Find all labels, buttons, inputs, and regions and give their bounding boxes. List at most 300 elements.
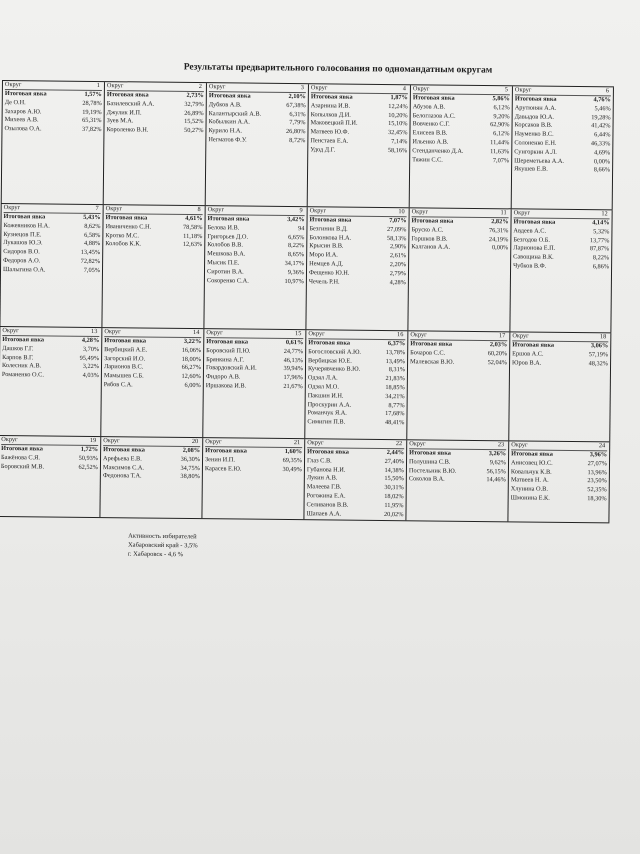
turnout-value: 3,96% <box>589 451 608 459</box>
candidate-percent: 7,79% <box>289 119 306 127</box>
candidate-name: Романенко О.С. <box>1 371 44 379</box>
district-cell <box>405 440 508 521</box>
district-label: Округ <box>4 81 22 89</box>
candidate-percent: 62,90% <box>490 121 510 129</box>
candidate-name: Колобов В.В. <box>207 241 244 249</box>
candidate-percent: 52,04% <box>487 358 508 366</box>
results-row <box>0 326 611 441</box>
district-label: Округ <box>1 436 18 444</box>
candidate-percent: 58,13% <box>386 234 407 242</box>
candidate-percent: 30,49% <box>282 465 302 473</box>
candidate-row <box>207 277 304 287</box>
candidate-name: Сидоров В.О. <box>3 248 40 256</box>
candidate-percent: 57,19% <box>588 350 609 359</box>
district-cell <box>101 205 204 328</box>
district-number: 19 <box>89 436 97 445</box>
results-table <box>0 80 614 523</box>
turnout-label: Итоговая явка <box>104 337 147 345</box>
district-number: 2 <box>198 83 202 91</box>
turnout-label: Итоговая явка <box>2 336 45 344</box>
candidate-name: Кобылкин А.А. <box>208 118 250 126</box>
candidate-name: Дашков Г.Г. <box>2 344 34 353</box>
candidate-percent: 27,09% <box>386 225 407 234</box>
district-cell <box>1 81 104 204</box>
candidate-name: Рябов С.А. <box>103 381 133 389</box>
district-cell <box>409 85 512 208</box>
district-cell <box>202 329 305 438</box>
candidate-percent: 5,46% <box>594 105 611 113</box>
candidate-name: Джулик И.П. <box>106 108 142 117</box>
district-number: 12 <box>601 210 608 218</box>
district-cell <box>0 204 103 327</box>
candidate-name: Максимов С.А. <box>102 463 145 472</box>
district-label: Округ <box>3 204 21 212</box>
candidate-percent: 46,13% <box>283 356 304 364</box>
district-number: 10 <box>398 208 405 216</box>
district-label: Округ <box>514 86 532 94</box>
candidate-name: Лукашов Ю.Э. <box>3 239 43 247</box>
candidate-percent: 18,85% <box>385 384 405 392</box>
candidate-name: Богословский А.Ю. <box>308 348 362 356</box>
candidate-percent: 15,52% <box>184 118 204 126</box>
candidate-percent: 65,31% <box>82 117 102 125</box>
candidate-name: Брянкина А.Г. <box>206 355 244 364</box>
candidate-percent: 6,58% <box>84 231 101 239</box>
district-label: Округ <box>310 84 328 92</box>
candidate-name: Малеева Г.В. <box>306 483 342 491</box>
candidate-percent: 8,77% <box>388 401 405 409</box>
candidate-name: Шмонина Е.К. <box>510 494 550 502</box>
candidate-row <box>105 240 202 250</box>
turnout-label: Итоговая явка <box>105 214 148 222</box>
candidate-percent: 17,68% <box>385 410 405 418</box>
district-label: Округ <box>104 328 121 336</box>
turnout-label: Итоговая явка <box>4 90 47 98</box>
candidate-name: Мысик П.Е. <box>207 259 240 267</box>
candidate-percent: 8,72% <box>289 136 306 145</box>
candidate-name: Арутюнян А.А. <box>514 104 557 112</box>
candidate-percent: 48,32% <box>588 359 609 367</box>
district-label: Округ <box>511 441 528 449</box>
turnout-label: Итоговая явка <box>310 93 353 101</box>
district-cell <box>303 439 406 520</box>
candidate-row <box>307 418 404 428</box>
candidate-name: Азарнина И.В. <box>310 102 351 110</box>
candidate-percent: 9,62% <box>489 458 507 467</box>
candidate-percent: 2,20% <box>389 261 407 269</box>
turnout-label: Итоговая явка <box>308 339 351 347</box>
candidate-name: Бруско А.С. <box>411 226 444 234</box>
candidate-percent: 6,12% <box>493 130 510 138</box>
candidate-percent: 11,95% <box>384 501 404 510</box>
candidate-percent: 12,60% <box>181 373 201 381</box>
candidate-name: Калганов А.А. <box>411 243 451 252</box>
district-cell <box>305 207 408 330</box>
candidate-row <box>1 463 98 473</box>
turnout-label: Итоговая явка <box>106 91 149 99</box>
turnout-value: 4,14% <box>592 219 610 227</box>
candidate-name: Бочаров С.С. <box>410 349 446 357</box>
candidate-percent: 24,19% <box>488 235 509 243</box>
candidate-percent: 6,44% <box>594 131 611 139</box>
candidate-name: Говардовский А.И. <box>205 364 257 373</box>
candidate-name: Пакшин И.Н. <box>307 392 344 400</box>
candidate-name: Матвеев Н. А. <box>510 476 549 485</box>
turnout-value: 2,73% <box>186 91 204 100</box>
district-number: 17 <box>499 332 506 340</box>
candidate-row <box>411 244 508 254</box>
candidate-name: Озылова О.А. <box>4 125 42 133</box>
candidate-percent: 15,50% <box>384 475 404 483</box>
candidate-name: Вербицкая Ю.Е. <box>308 356 352 365</box>
candidate-row <box>310 146 407 156</box>
candidate-percent: 15,10% <box>388 120 408 128</box>
district-cell <box>508 332 611 441</box>
candidate-percent: 18,30% <box>587 495 607 503</box>
turnout-value: 1,60% <box>284 447 303 456</box>
candidate-row <box>309 278 406 288</box>
candidate-name: Кротко М.С. <box>105 231 139 240</box>
candidate-percent: 50,27% <box>184 127 204 135</box>
candidate-percent: 7,07% <box>492 156 510 164</box>
district-label: Округ <box>410 331 427 339</box>
turnout-value: 3,06% <box>590 342 609 350</box>
candidate-name: Шереметьева А.А. <box>514 156 565 165</box>
candidate-percent: 13,78% <box>385 348 406 357</box>
turnout-value: 1,87% <box>390 94 408 102</box>
turnout-value: 1,72% <box>80 445 99 454</box>
district-cell <box>406 331 509 440</box>
candidate-percent: 9,36% <box>287 268 305 276</box>
district-number: 11 <box>500 209 507 217</box>
voter-activity-summary <box>128 532 198 560</box>
candidate-name: Курило Н.А. <box>208 127 243 135</box>
candidate-percent: 3,22% <box>82 363 100 371</box>
candidate-name: Михеев А.В. <box>4 116 39 124</box>
candidate-name: Давыдов Ю.А. <box>514 112 555 121</box>
district-cell <box>407 208 510 331</box>
candidate-name: Губанова Н.И. <box>306 465 346 474</box>
candidate-percent: 6,86% <box>592 263 610 271</box>
footer-city: г. Хабаровск - 4,6 % <box>127 550 184 559</box>
candidate-name: Кучерявченко В.Ю. <box>307 365 361 374</box>
candidate-row <box>106 126 203 136</box>
candidate-row <box>208 136 305 146</box>
district-cell <box>507 441 610 522</box>
district-number: 24 <box>598 442 606 450</box>
candidate-name: Де О.Н. <box>4 98 26 107</box>
candidate-percent: 38,80% <box>180 473 200 481</box>
results-row <box>1 80 614 209</box>
candidate-name: Болонкова Н.А. <box>309 233 352 242</box>
candidate-percent: 11,44% <box>490 139 510 147</box>
candidate-percent: 11,18% <box>183 232 203 240</box>
candidate-percent: 6,00% <box>184 381 201 390</box>
candidate-percent: 66,27% <box>181 364 202 372</box>
candidate-percent: 32,79% <box>184 100 204 108</box>
candidate-percent: 18,02% <box>384 493 404 501</box>
candidate-percent: 12,63% <box>182 241 203 249</box>
turnout-value: 2,44% <box>386 449 405 457</box>
candidate-percent: 94 <box>298 224 305 232</box>
candidate-name: Боровский М.В. <box>0 462 45 471</box>
candidate-percent: 4,69% <box>593 148 611 157</box>
candidate-name: Ильенко А.В. <box>412 138 449 146</box>
candidate-row <box>2 371 99 381</box>
candidate-percent: 34,75% <box>180 464 200 472</box>
candidate-percent: 19,19% <box>82 108 102 116</box>
candidate-percent: 19,28% <box>591 113 611 121</box>
candidate-name: Карпов В.Г. <box>2 353 34 361</box>
candidate-name: Мешкова В.А. <box>207 250 246 258</box>
candidate-name: Пенстаев Е.А. <box>310 137 349 145</box>
candidate-name: Иршакова И.В. <box>205 382 247 390</box>
candidate-percent: 6,31% <box>289 110 306 118</box>
candidate-name: Тяжин С.С. <box>412 155 443 164</box>
candidate-name: Одзял М.О. <box>307 383 339 391</box>
district-label: Округ <box>2 327 19 335</box>
candidate-name: Фидоро А.В. <box>205 373 241 381</box>
candidate-name: Науменко В.С. <box>514 130 554 138</box>
district-label: Округ <box>409 440 426 448</box>
candidate-name: Савощина В.К. <box>513 253 554 261</box>
candidate-percent: 20,02% <box>384 510 404 518</box>
district-number: 16 <box>397 331 404 339</box>
footer-heading: Активность избирателей <box>128 532 197 541</box>
candidate-row <box>513 262 609 272</box>
results-row <box>0 203 613 332</box>
document-title: Результаты предварительного голосования по одномандатным округам <box>183 62 493 76</box>
candidate-name: Стенданченко Д.А. <box>412 147 464 155</box>
candidate-name: Вербицкий А.Е. <box>104 345 148 354</box>
candidate-row <box>103 472 200 482</box>
candidate-name: Дубков А.В. <box>208 100 242 109</box>
candidate-row <box>205 465 302 475</box>
candidate-percent: 34,21% <box>385 392 405 401</box>
district-number: 14 <box>193 329 200 337</box>
candidate-percent: 0,00% <box>593 157 611 165</box>
candidate-name: Якушев Е.В. <box>514 165 548 174</box>
candidate-percent: 37,82% <box>82 126 102 134</box>
candidate-name: Зенин И.П. <box>205 455 235 464</box>
candidate-name: Арефьева Е.В. <box>103 454 142 463</box>
candidate-percent: 14,46% <box>486 476 506 484</box>
candidate-name: Соколов В.А. <box>408 475 445 484</box>
candidate-percent: 95,49% <box>79 354 100 362</box>
candidate-name: Федонова Т.А. <box>102 472 142 480</box>
candidate-name: Авдеев А.С. <box>513 227 547 235</box>
turnout-label: Итоговая явка <box>307 448 349 456</box>
turnout-label: Итоговая явка <box>513 218 556 226</box>
turnout-value: 4,76% <box>593 96 611 104</box>
district-number: 5 <box>504 86 508 94</box>
candidate-percent: 26,89% <box>184 109 204 117</box>
candidate-percent: 10,20% <box>388 111 408 119</box>
candidate-percent: 18,00% <box>181 355 202 363</box>
turnout-label: Итоговая явка <box>208 92 251 100</box>
candidate-percent: 6,65% <box>288 233 305 241</box>
candidate-name: Федоров А.О. <box>3 257 41 265</box>
turnout-label: Итоговая явка <box>3 213 46 221</box>
district-label: Округ <box>205 438 222 446</box>
candidate-percent: 46,33% <box>590 140 611 148</box>
candidate-percent: 16,06% <box>181 346 202 354</box>
turnout-label: Итоговая явка <box>409 449 451 457</box>
district-number: 23 <box>497 441 505 449</box>
district-number: 7 <box>95 204 99 213</box>
footer-region: Хабаровский край - 3,5% <box>127 541 198 550</box>
turnout-label: Итоговая явка <box>514 95 557 103</box>
candidate-percent: 23,50% <box>587 477 607 485</box>
district-cell <box>304 330 407 439</box>
candidate-name: Полушина С.В. <box>408 458 451 466</box>
turnout-value: 2,82% <box>491 218 509 226</box>
district-number: 9 <box>299 207 303 215</box>
candidate-percent: 7,05% <box>83 266 101 274</box>
district-cell <box>103 82 206 205</box>
candidate-name: Рогожина Е.А. <box>306 492 346 500</box>
district-number: 20 <box>191 438 199 446</box>
candidate-name: Фещенко Ю.Н. <box>308 269 350 277</box>
district-label: Округ <box>411 208 429 216</box>
district-label: Округ <box>206 329 223 337</box>
candidate-percent: 41,42% <box>591 122 611 130</box>
district-label: Округ <box>207 206 225 214</box>
candidate-percent: 8,65% <box>287 251 305 259</box>
candidate-percent: 67,38% <box>286 101 306 109</box>
candidate-name: Калантырский А.В. <box>208 109 262 118</box>
candidate-name: Романчук Я.А. <box>307 409 347 418</box>
district-label: Округ <box>513 209 531 217</box>
candidate-name: Маковецкий П.И. <box>310 119 358 128</box>
turnout-label: Итоговая явка <box>410 340 453 348</box>
candidate-percent: 11,63% <box>490 147 510 156</box>
candidate-percent: 13,77% <box>589 236 610 244</box>
candidate-name: Шапаев А.А. <box>306 509 342 518</box>
candidate-percent: 6,12% <box>493 103 510 112</box>
candidate-name: Елисеев В.В. <box>412 129 448 137</box>
candidate-percent: 36,30% <box>180 455 201 463</box>
turnout-value: 7,07% <box>389 217 407 225</box>
district-label: Округ <box>208 83 226 91</box>
candidate-name: Карасев Е.Ю. <box>204 464 242 473</box>
district-cell <box>100 328 203 437</box>
candidate-percent: 12,24% <box>388 102 408 111</box>
candidate-percent: 9,20% <box>493 112 510 120</box>
district-cell <box>0 327 101 436</box>
candidate-percent: 56,15% <box>486 467 506 475</box>
turnout-label: Итоговая явка <box>205 447 247 455</box>
candidate-name: Постельник В.Ю. <box>408 466 457 475</box>
turnout-label: Итоговая явка <box>1 445 43 453</box>
candidate-name: Горшков В.В. <box>411 234 448 243</box>
district-cell <box>509 209 612 332</box>
candidate-percent: 5,32% <box>593 227 610 236</box>
candidate-percent: 8,22% <box>592 254 610 262</box>
turnout-label: Итоговая явка <box>411 217 454 225</box>
candidate-name: Копылков Д.И. <box>310 110 351 119</box>
turnout-label: Итоговая явка <box>412 94 455 102</box>
candidate-name: Шалыгина О.А. <box>2 265 46 274</box>
candidate-percent: 62,52% <box>78 463 98 471</box>
candidate-percent: 8,62% <box>84 222 101 230</box>
candidate-percent: 30,31% <box>384 484 404 492</box>
candidate-name: Белова И.В. <box>207 223 240 232</box>
candidate-row <box>410 358 507 368</box>
candidate-percent: 8,66% <box>593 166 611 174</box>
district-number: 22 <box>395 440 403 448</box>
candidate-row <box>306 510 403 520</box>
turnout-value: 5,43% <box>83 213 101 222</box>
district-label: Округ <box>307 439 324 447</box>
candidate-name: Немцев А.Д. <box>309 260 344 268</box>
candidate-percent: 8,22% <box>287 242 305 250</box>
candidate-percent: 17,96% <box>283 374 303 382</box>
candidate-name: Крысин В.В. <box>309 242 344 250</box>
candidate-percent: 2,90% <box>389 243 407 251</box>
candidate-percent: 7,14% <box>391 138 408 146</box>
candidate-percent: 58,16% <box>387 146 408 155</box>
candidate-name: Чубков В.Ф. <box>513 262 547 270</box>
candidate-percent: 4,03% <box>82 372 99 380</box>
candidate-percent: 39,94% <box>283 365 304 373</box>
candidate-name: Одзял Л.А. <box>307 374 338 382</box>
candidate-name: Короленко В.Н. <box>106 126 149 134</box>
district-label: Округ <box>412 85 430 93</box>
candidate-name: Ларионова Е.П. <box>513 244 556 253</box>
candidate-row <box>206 382 303 392</box>
turnout-value: 0,61% <box>285 338 304 347</box>
candidate-name: Негматов Ф.У. <box>208 136 247 144</box>
district-cell <box>201 438 304 519</box>
candidate-name: Чечель Р.Н. <box>308 277 340 286</box>
turnout-label: Итоговая явка <box>511 450 553 458</box>
turnout-value: 5,86% <box>492 95 510 103</box>
candidate-name: Матвеев Ю.Ф. <box>310 128 350 136</box>
candidate-percent: 48,41% <box>384 419 405 427</box>
candidate-name: Проскурин А.А. <box>307 400 352 409</box>
district-number: 18 <box>600 333 607 341</box>
district-cell <box>99 437 202 518</box>
candidate-name: Бажёнова С.Я. <box>1 453 40 462</box>
district-label: Округ <box>106 82 124 90</box>
district-cell <box>511 86 614 209</box>
district-label: Округ <box>512 332 529 340</box>
candidate-name: Колобов К.К. <box>105 240 142 248</box>
turnout-value: 1,57% <box>84 90 102 99</box>
candidate-percent: 32,45% <box>388 129 408 137</box>
candidate-percent: 24,77% <box>283 347 304 355</box>
candidate-name: Ершов А.С. <box>512 350 544 358</box>
district-cell <box>203 206 306 329</box>
candidate-row <box>512 359 608 369</box>
candidate-percent: 2,79% <box>389 269 407 278</box>
candidate-percent: 21,67% <box>283 382 303 391</box>
candidate-percent: 26,80% <box>286 128 306 136</box>
candidate-percent: 52,35% <box>587 486 607 494</box>
candidate-percent: 2,61% <box>389 252 407 260</box>
district-number: 1 <box>96 81 100 90</box>
candidate-percent: 27,40% <box>384 457 405 466</box>
turnout-value: 2,03% <box>489 341 508 349</box>
candidate-name: Безгодов О.Б. <box>513 235 550 244</box>
turnout-label: Итоговая явка <box>207 215 250 223</box>
candidate-percent: 60,20% <box>487 349 508 358</box>
candidate-name: Мамышев С.Б. <box>103 372 144 380</box>
candidate-percent: 4,28% <box>389 278 406 286</box>
candidate-percent: 10,97% <box>284 277 304 285</box>
candidate-name: Загорский И.О. <box>104 354 146 363</box>
